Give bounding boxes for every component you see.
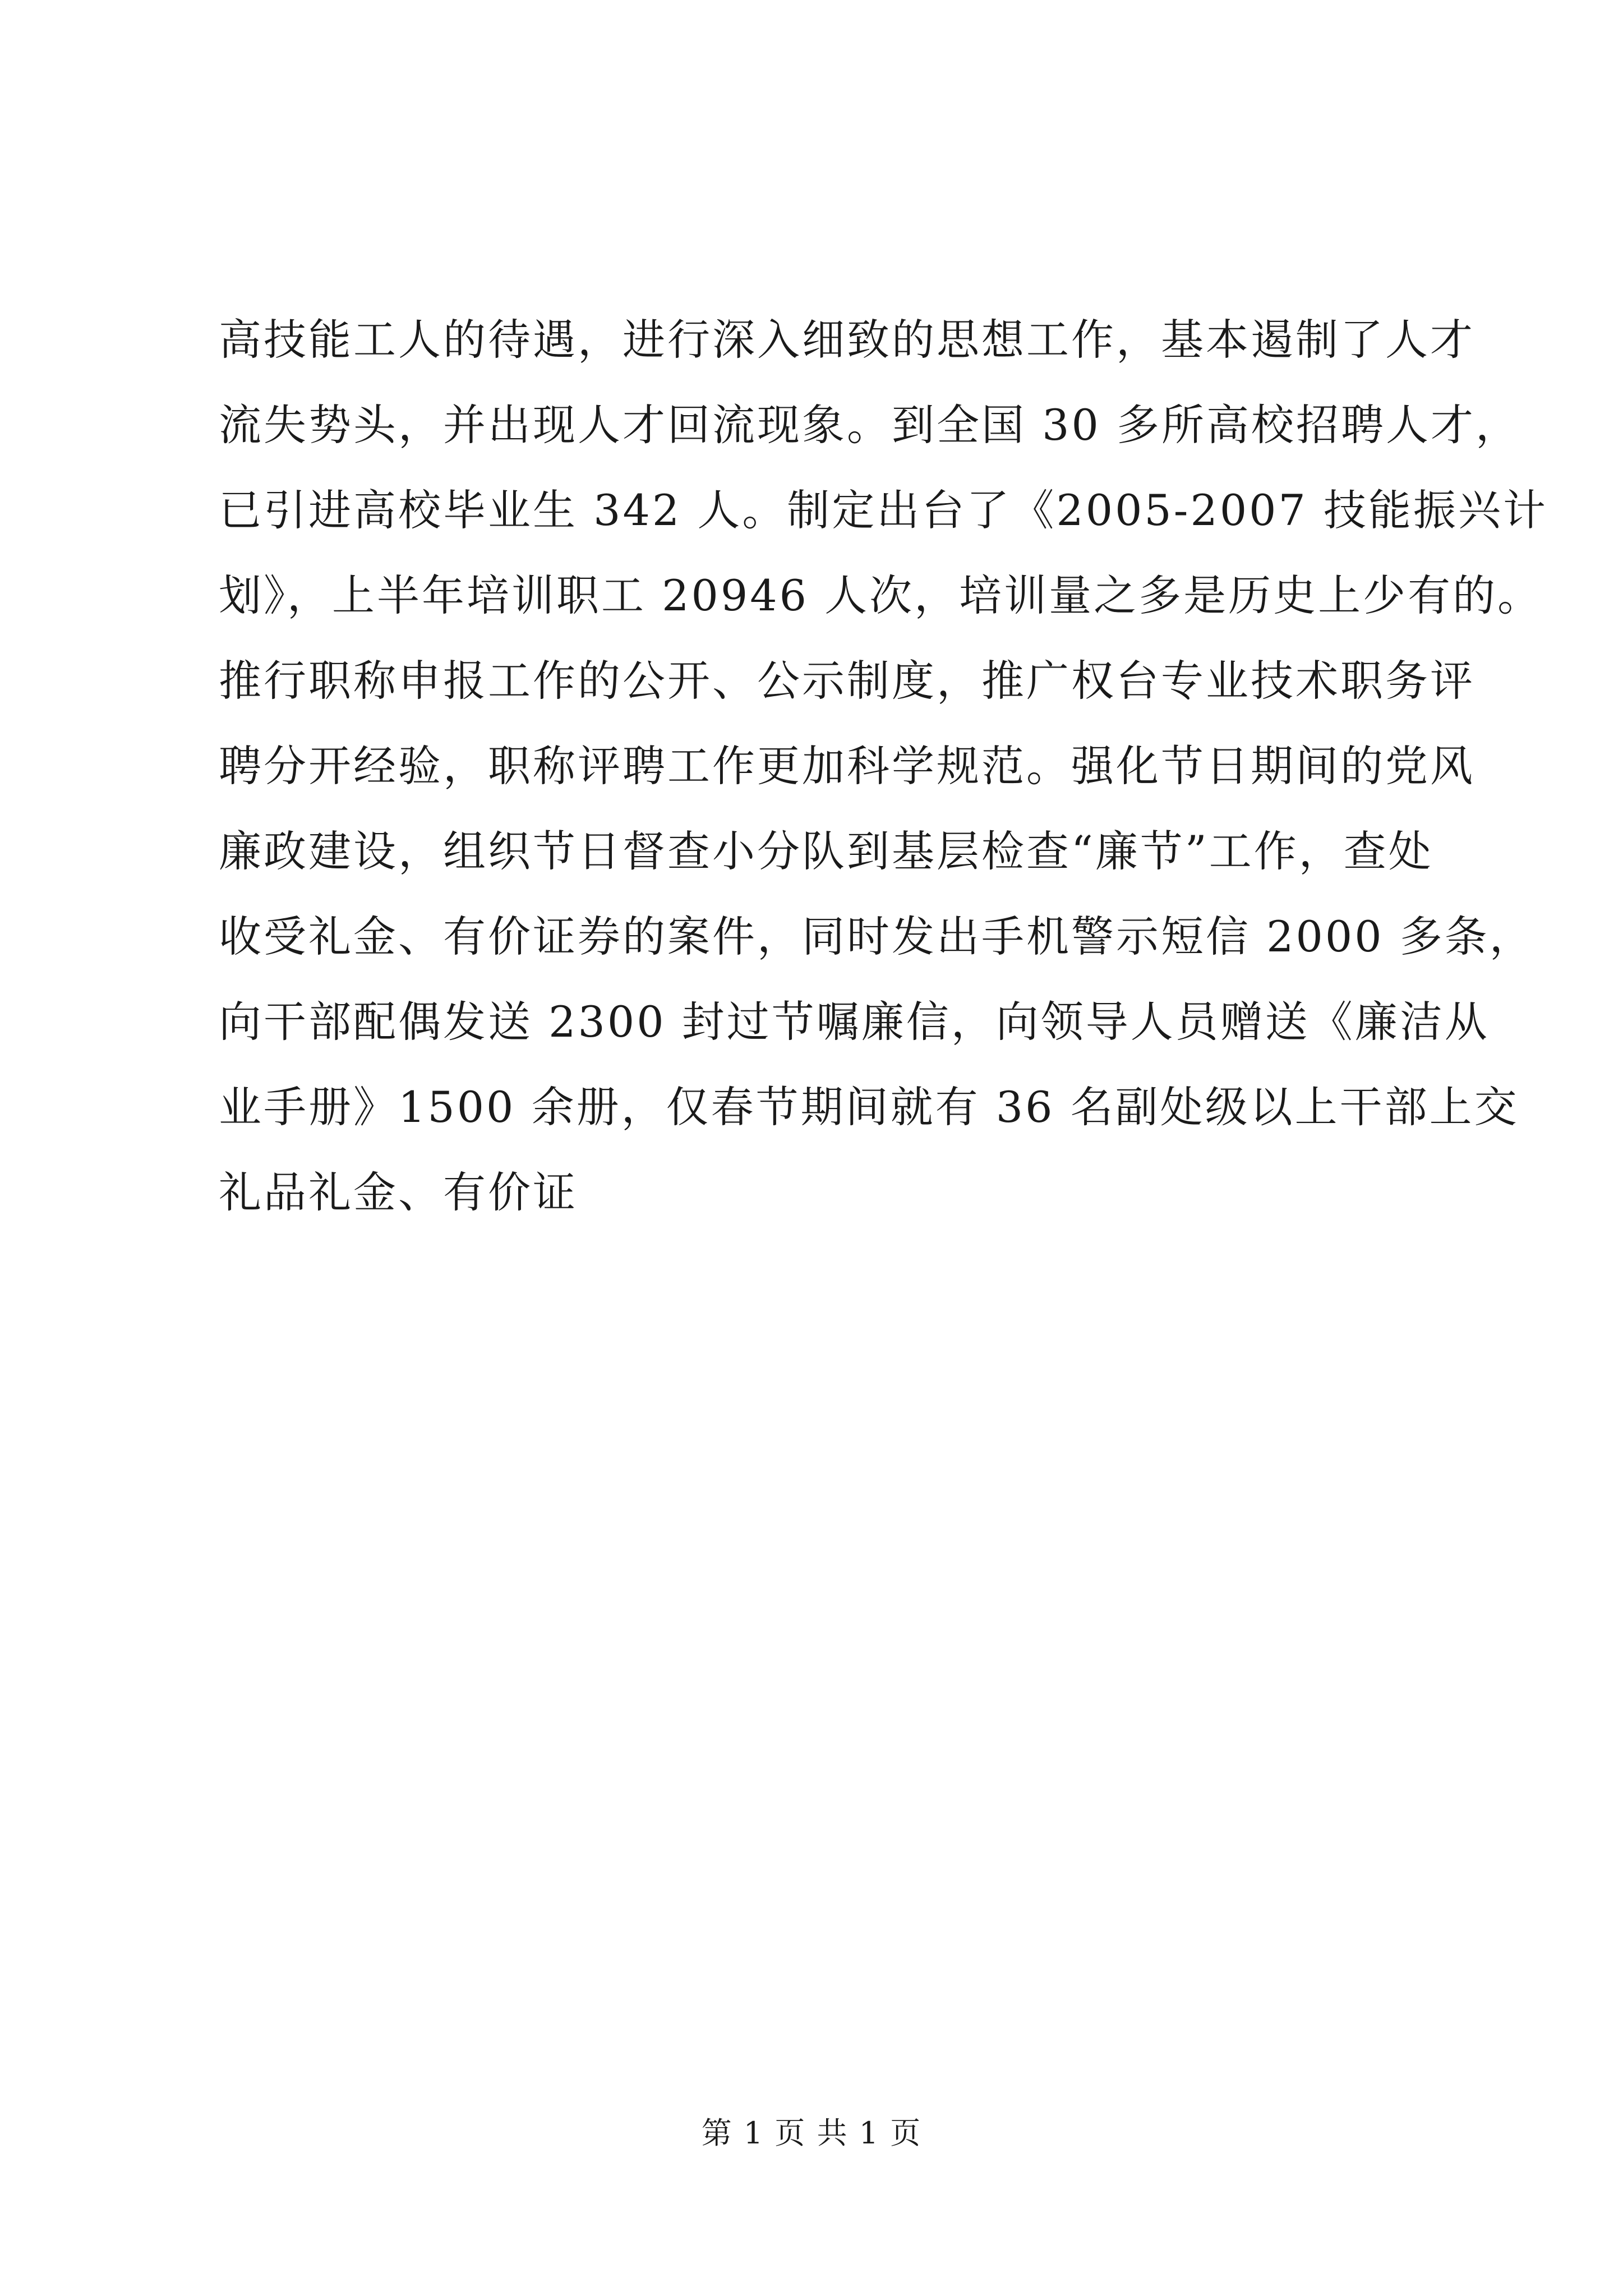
text-line: 高技能工人的待遇，进行深入细致的思想工作，基本遏制了人才 (219, 315, 1475, 365)
text-line: 流失势头，并出现人才回流现象。到全国 30 多所高校招聘人才， (219, 400, 1521, 450)
text-line: 已引进高校毕业生 342 人。制定出台了《2005-2007 技能振兴计 (219, 485, 1548, 535)
text-line: 向干部配偶发送 2300 封过节嘱廉信，向领导人员赠送《廉洁从 (219, 997, 1490, 1047)
text-line: 礼品礼金、有价证 (219, 1167, 578, 1217)
text-line: 划》，上半年培训职工 20946 人次，培训量之多是历史上少有的。 (219, 570, 1543, 620)
text-line: 廉政建设，组织节日督查小分队到基层检查“廉节”工作，查处 (219, 826, 1433, 876)
text-line: 聘分开经验，职称评聘工作更加科学规范。强化节日期间的党风 (219, 741, 1475, 791)
text-line: 业手册》1500 余册，仅春节期间就有 36 名副处级以上干部上交 (219, 1082, 1519, 1132)
body-paragraph (219, 297, 1548, 1235)
text-line: 收受礼金、有价证券的案件，同时发出手机警示短信 2000 多条， (219, 912, 1534, 961)
text-line: 推行职称申报工作的公开、公示制度，推广权台专业技术职务评 (219, 656, 1475, 706)
page-footer: 第 1 页 共 1 页 (701, 2115, 922, 2151)
